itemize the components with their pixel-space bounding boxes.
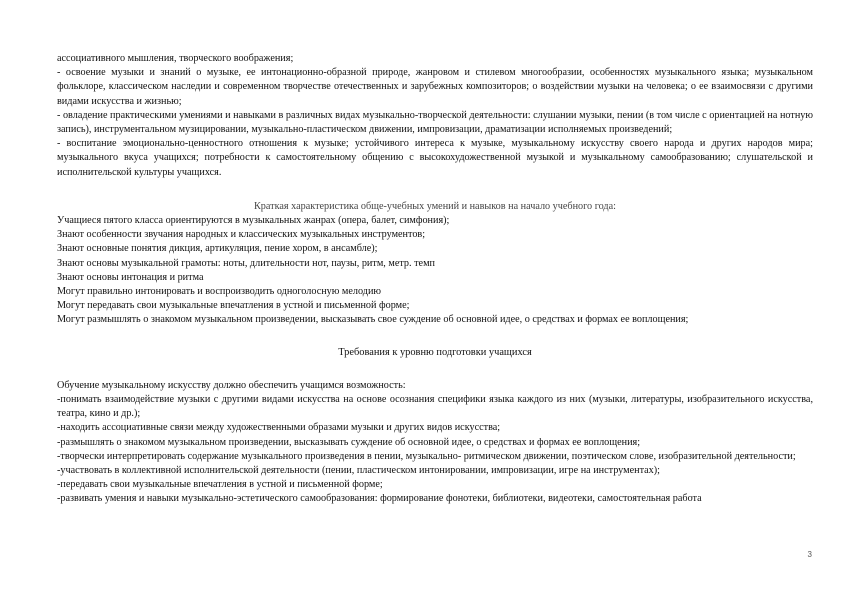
- list-item: -понимать взаимодействие музыки с другими видами искусства на основе осознания специфики языка каждого из них (музыки, литературы, изобразительного искусства, театра, кино и др.);: [57, 394, 813, 420]
- intro-line: ассоциативного мышления, творческого воображения;: [57, 53, 294, 64]
- section2-heading: Требования к уровню подготовки учащихся: [338, 346, 532, 358]
- page-content: [57, 52, 813, 507]
- list-item: -находить ассоциативные связи между художественными образами музыки и других видов искусства;: [57, 422, 501, 434]
- list-item: -развивать умения и навыки музыкально-эстетического самообразования: формирование фонотеки, библиотеки, видеотеки, самостоятельная работа: [57, 493, 702, 505]
- section2-list: [57, 379, 813, 507]
- list-item: -творчески интерпретировать содержание музыкального произведения в пении, музыкально- ритмическом движении, поэтическом слове, изобразительной деятельности;: [57, 450, 796, 462]
- intro-paragraph: - освоение музыки и знаний о музыке, ее интонационно-образной природе, жанровом и стилевом многообразии, особенностях музыкального языка; музыкальном фольклоре, классическом наследии и современном творчестве отечественных и зарубежных композиторов; о воздействии музыки на человека; о ее взаимосвязи с другими видами искусства и жизнью;: [57, 67, 813, 107]
- section1-heading: Краткая характеристика обще-учебных умений и навыков на начало учебного года:: [254, 200, 616, 212]
- page-number: 3: [807, 550, 812, 559]
- list-item: Могут правильно интонировать и воспроизводить одноголосную мелодию: [57, 286, 382, 298]
- list-item: -размышлять о знакомом музыкальном произведении, высказывать суждение об основной идее, о средствах и формах ее воплощения;: [57, 436, 641, 448]
- list-item: Могут размышлять о знакомом музыкальном произведении, высказывать свое суждение об основной идее, о средствах и формах ее воплощения;: [57, 314, 689, 326]
- list-item: Знают основы музыкальной грамоты: ноты, длительности нот, паузы, ритм, метр. темп: [57, 257, 435, 269]
- list-item: Знают основные понятия дикция, артикуляция, пение хором, в ансамбле);: [57, 243, 378, 255]
- intro-paragraph: - овладение практическими умениями и навыками в различных видах музыкально-творческой деятельности: слушании музыки, пении (в том числе с ориентацией на нотную запись), инструментальном музицировании, музыкально-пластическом движении, импровизации, драматизации исполняемых произведений;: [57, 109, 813, 136]
- intro-block: [57, 52, 813, 180]
- section1-list: [57, 214, 813, 328]
- intro-paragraph: - воспитание эмоционально-ценностного отношения к музыке; устойчивого интереса к музыке, музыкальному искусству своего народа и других народов мира; музыкального вкуса учащихся; потребности к самостоятельному общению с высокохудожественной музыкой и музыкальному самообразованию; слушательской и исполнительской культуры учащихся.: [57, 138, 813, 178]
- list-item: Могут передавать свои музыкальные впечатления в устной и письменной форме;: [57, 300, 410, 312]
- section2-intro: Обучение музыкальному искусству должно обеспечить учащимся возможность:: [57, 379, 406, 391]
- list-item: -участвовать в коллективной исполнительской деятельности (пении, пластическом интонировании, импровизации, игре на инструментах);: [57, 465, 660, 477]
- list-item: Знают особенности звучания народных и классических музыкальных инструментов;: [57, 229, 426, 241]
- list-item: -передавать свои музыкальные впечатления в устной и письменной форме;: [57, 479, 383, 491]
- list-item: Учащиеся пятого класса ориентируются в музыкальных жанрах (опера, балет, симфония);: [57, 215, 450, 227]
- list-item: Знают основы интонация и ритма: [57, 271, 204, 283]
